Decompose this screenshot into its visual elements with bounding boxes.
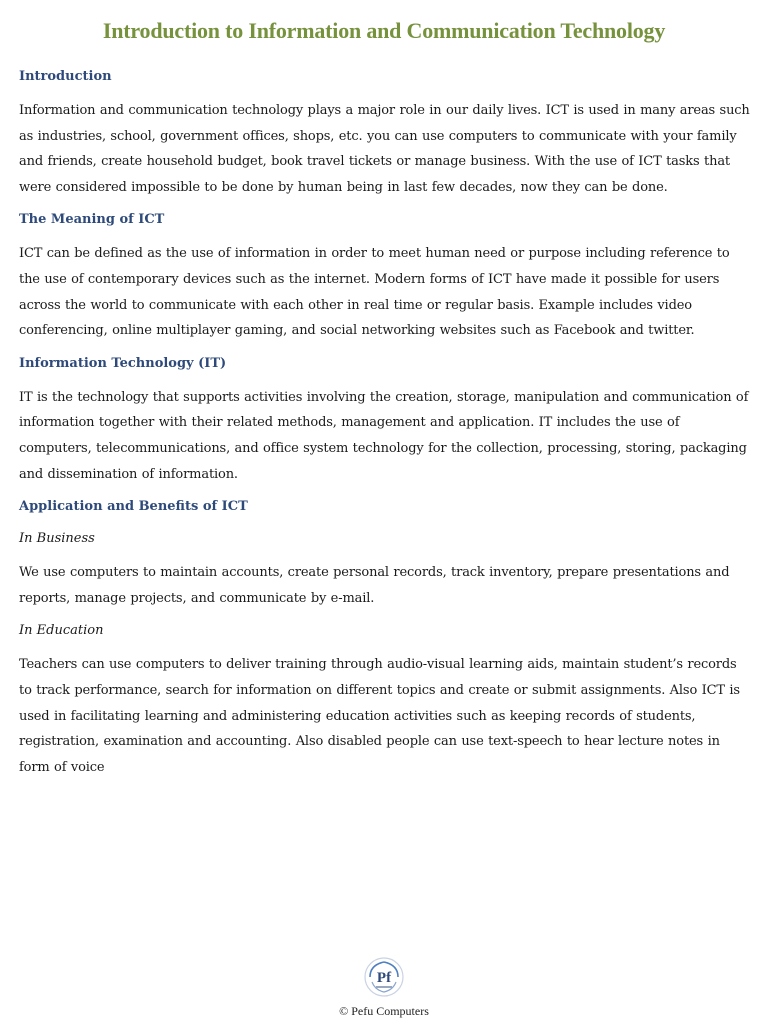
section-heading-introduction: Introduction — [19, 69, 112, 84]
section-paragraph-meaning: ICT can be defined as the use of information in order to meet human need or purpose including reference to the use of contemporary devices such as the internet. Modern forms of ICT have made it possible for users across the world to communicate with each other in real time or regular basis. Example includes video conferencing, online multiplayer gaming, and social networking websites such as Facebook and twitter. — [19, 246, 730, 339]
paragraph-education: Teachers can use computers to deliver training through audio-visual learning aids, maintain student’s records to track performance, search for information on different topics and create or submit assignments. Also ICT is used in facilitating learning and administering education activities such as keeping records of students, registration, examination and accounting. Also disabled people can use text-speech to hear lecture notes in form of voice — [19, 657, 740, 775]
section-heading-applications: Application and Benefits of ICT — [19, 499, 248, 515]
footer-copyright: © Pefu Computers — [339, 1004, 429, 1018]
pefu-logo-icon — [363, 956, 405, 998]
subheading-education: In Education — [19, 623, 104, 639]
subheading-business: In Business — [19, 531, 95, 547]
section-heading-meaning: The Meaning of ICT — [19, 212, 165, 228]
paragraph-business: We use computers to maintain accounts, create personal records, track inventory, prepare presentations and reports, manage projects, and communicate by e-mail. — [19, 565, 730, 606]
section-heading-it: Information Technology (IT) — [19, 355, 227, 371]
document-title: Introduction to Information and Communication Technology — [102, 18, 666, 43]
section-paragraph-introduction: Information and communication technology plays a major role in our daily lives. ICT is used in many areas such as industries, school, government offices, shops, etc. you can use computers to communicate with your family and friends, create household budget, book travel tickets or manage business. With the use of ICT tasks that were considered impossible to be done by human being in last few decades, now they can be done. — [19, 103, 750, 195]
document-body — [19, 66, 753, 780]
logo-text: Pf — [376, 970, 392, 986]
section-paragraph-it: IT is the technology that supports activities involving the creation, storage, manipulation and communication of information together with their related methods, management and application. IT includes the use of computers, telecommunications, and office system technology for the collection, processing, storing, packaging and dissemination of information. — [19, 389, 749, 482]
